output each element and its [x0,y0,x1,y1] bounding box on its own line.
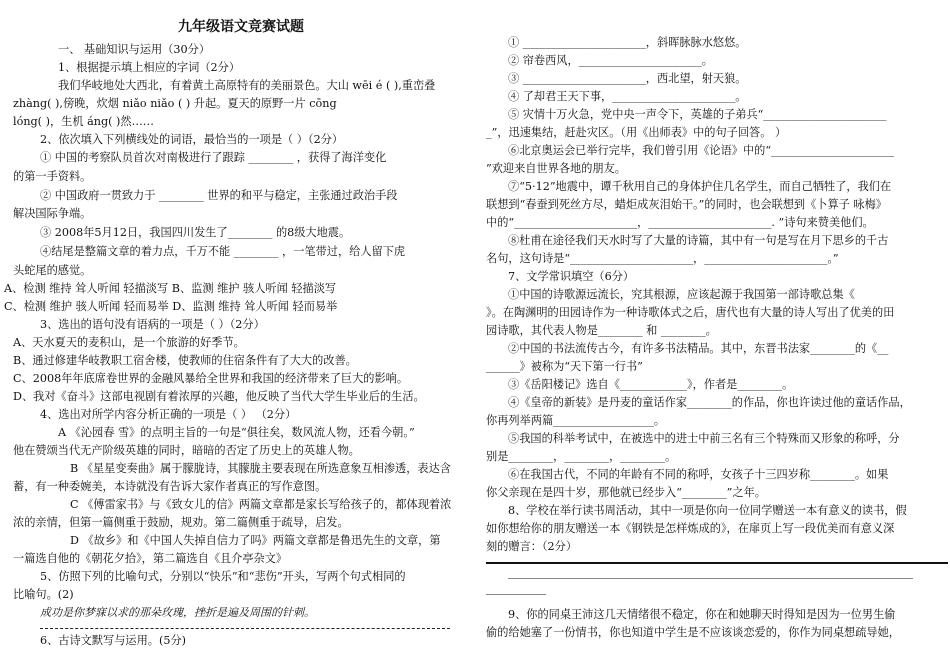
question-3-heading: 3、选出的语句没有语病的一项是（ ）（2分） [40,318,265,331]
option-c: C、2008年年底席卷世界的金融风暴给全世界和我国的经济带来了巨大的影响。 [13,372,409,385]
question-text: 比喻句。(2) [13,588,74,601]
question-text: 刻的赠言：（2分） [486,540,578,553]
question-text: ”欢迎来自世界各地的朋友。 [486,162,626,175]
question-text[interactable]: 园诗歌，其代表人物是________ 和 ________。 [486,324,717,337]
question-text: ⑧杜甫在途径我们天水时写了大量的诗篇，其中有一句是写在月下思乡的千古 [508,234,889,247]
question-text: lóng( )，生机 áng( )然…… [13,115,154,128]
answer-line[interactable] [508,578,913,579]
question-text: ① 中国的考察队员首次对南极进行了跟踪 ________ ，获得了海洋变化 [40,151,387,164]
poem-blank-7[interactable]: 中的“______________________，______________________. ”诗句来赞美他们。 [486,216,874,229]
question-text: 蓄，有一种委婉美，本诗就没有告诉大家作者真正的写作意图。 [13,480,327,493]
question-text[interactable]: ⑥在我国古代，不同的年龄有不同的称呼，女孩子十三四岁称________。如果 [508,468,889,481]
left-column [0,0,470,672]
answer-line[interactable] [486,562,948,564]
question-6-heading: 6、古诗文默写与运用。(5分) [40,634,187,647]
question-text: ⑦“5·12”地震中，谭千秋用自己的身体护住几名学生，而自己牺牲了，我们在 [508,180,892,193]
question-text: 偷的给她塞了一份情书，你也知道中学生是不应该谈恋爱的，你作为同桌想疏导她， [486,626,900,639]
option-b: B、通过修建华岐教职工宿舍楼，使教师的住宿条件有了大大的改善。 [13,354,357,367]
poem-blank-5[interactable]: ⑤ 灾情十万火急，党中央一声令下，英雄的子弟兵“______________________ [508,108,887,121]
option-a: A、天水夏天的麦积山，是一个旅游的好季节。 [13,336,245,349]
question-text: 头蛇尾的感觉。 [13,264,92,277]
question-text[interactable]: 你再列举两篇__________________。 [486,414,666,427]
poem-blank-1[interactable]: ① ______________________，斜晖脉脉水悠悠。 [508,36,747,49]
question-text[interactable]: ②中国的书法流传古今，有许多书法精品。其中，东晋书法家________的《__ [508,342,889,355]
option-d: D、我对《奋斗》这部电视剧有着浓厚的兴趣，他反映了当代大学生毕业后的生活。 [13,390,425,403]
question-8-heading: 8、学校在举行读书周活动，其中一项是你向一位同学赠送一本有意义的读书，假 [508,504,907,517]
question-text: ①中国的诗歌源远流长，究其根源，应该起源于我国第一部诗歌总集《 [508,288,855,301]
option-b: B 《星星变奏曲》属于朦胧诗，其朦胧主要表现在所选意象互相渗透，表达含 [70,462,451,475]
question-9-heading: 9、你的同桌王沛这几天情绪很不稳定，你在和她聊天时得知是因为一位男生偷 [508,608,896,621]
question-text[interactable]: ③《岳阳楼记》选自《____________》，作者是________。 [508,378,794,391]
answer-options: A、检测 维持 耸人听闻 轻描淡写 B、监测 维护 骇人听闻 轻描淡写 [4,282,337,295]
question-text: ④结尾是整篇文章的着力点，千万不能 ________ ，一笔带过，给人留下虎 [40,245,406,258]
answer-line[interactable] [486,594,546,595]
question-1-heading: 1、根据提示填上相应的字词（2分） [58,61,241,74]
question-text: ③ 2008年5月12日，我国四川发生了________ 的8级大地震。 [40,226,351,239]
answer-options: C、检测 维护 骇人听闻 轻而易举 D、监测 维持 耸人听闻 轻而易举 [4,300,338,313]
question-text: ② 中国政府一贯致力于 ________ 世界的和平与稳定，主张通过政治手段 [40,189,398,202]
section-heading: 一、 基础知识与运用（30分） [58,43,211,56]
answer-line[interactable] [40,628,450,629]
question-text: 浓的亲情，但第一篇侧重于鼓励，规劝。第二篇侧重于疏导，启发。 [13,516,349,529]
question-text: ⑤我国的科举考试中，在被选中的进士中前三名有三个特殊而又形象的称呼，分 [508,432,900,445]
question-text: 他在赞颂当代无产阶级英雄的同时，暗暗的否定了历史上的英雄人物。 [13,444,360,457]
question-text: 一篇选自他的《朝花夕拾》，第二篇选自《且介亭杂文》 [13,552,288,565]
question-7-heading: 7、文学常识填空（6分） [508,270,635,283]
poem-blank-6[interactable]: ⑥北京奥运会已举行完毕，我们曾引用《论语》中的“______________________ [508,144,895,157]
poem-blank-2[interactable]: ② 帘卷西风，______________________。 [508,54,713,67]
question-text: 的第一手资料。 [13,170,92,183]
page-title: 九年级语文竞赛试题 [178,19,304,35]
question-text: zhàng( ),傍晚，炊烟 niǎo niǎo ( ) 升起。夏天的原野一片 cōng [13,97,337,110]
question-text: 解决国际争端。 [13,207,92,220]
question-5-heading: 5、仿照下列的比喻句式，分别以“快乐”和“悲伤”开头，写两个句式相同的 [40,570,406,583]
poem-blank-3[interactable]: ③ ______________________，西北望，射天狼。 [508,72,747,85]
option-a: A 《沁园春 雪》的点明主旨的一句是“俱往矣，数风流人物，还看今朝。” [58,426,415,439]
question-text: 》。在陶渊明的田园诗作为一种诗歌体式之后，唐代也有大量的诗人写出了优美的田 [486,306,895,319]
question-text: 我们华岐地处大西北，有着黄土高原特有的美丽景色。大山 wēi é ( ),重峦叠 [58,79,436,92]
question-text: _”，迅速集结，赶赴灾区。（用《出师表》中的句子回答。 ） [486,126,787,139]
option-d: D 《故乡》和《中国人失掉自信力了吗》两篇文章都是鲁迅先生的文章，第 [70,534,441,547]
question-text[interactable]: 别是________，________，________。 [486,450,677,463]
question-text: 如你想给你的朋友赠送一本《钢铁是怎样炼成的》，在扉页上写一段优美而有意义深 [486,522,895,535]
question-2-heading: 2、依次填入下列横线处的词语，最恰当的一项是（ ）（2分） [40,133,344,146]
option-c: C 《傅雷家书》与《致女儿的信》两篇文章都是家长写给孩子的，都体现着浓 [70,498,452,511]
right-column [478,0,950,672]
poem-blank-4[interactable]: ④ 了却君王天下事，______________________。 [508,90,747,103]
question-4-heading: 4、选出对所学内容分析正确的一项是（ ） （2分） [40,408,297,421]
poem-blank-8[interactable]: 名句，这句诗是“______________________，______________________。” [486,252,839,265]
question-text[interactable]: 你父亲现在是四十岁，那他就已经步入“________”之年。 [486,486,766,499]
question-text: 联想到“春蚕到死丝方尽，蜡炬成灰泪始干。”的同时，也会联想到《卜算子 咏梅》 [486,198,887,211]
example-sentence: 成功是你梦寐以求的那朵玫瑰，挫折是遍及周围的针刺。 [40,606,315,619]
question-text[interactable]: ④《皇帝的新装》是丹麦的童话作家________的作品，你也许读过他的童话作品， [508,396,911,409]
question-text: ______》被称为“天下第一行书” [486,360,643,373]
